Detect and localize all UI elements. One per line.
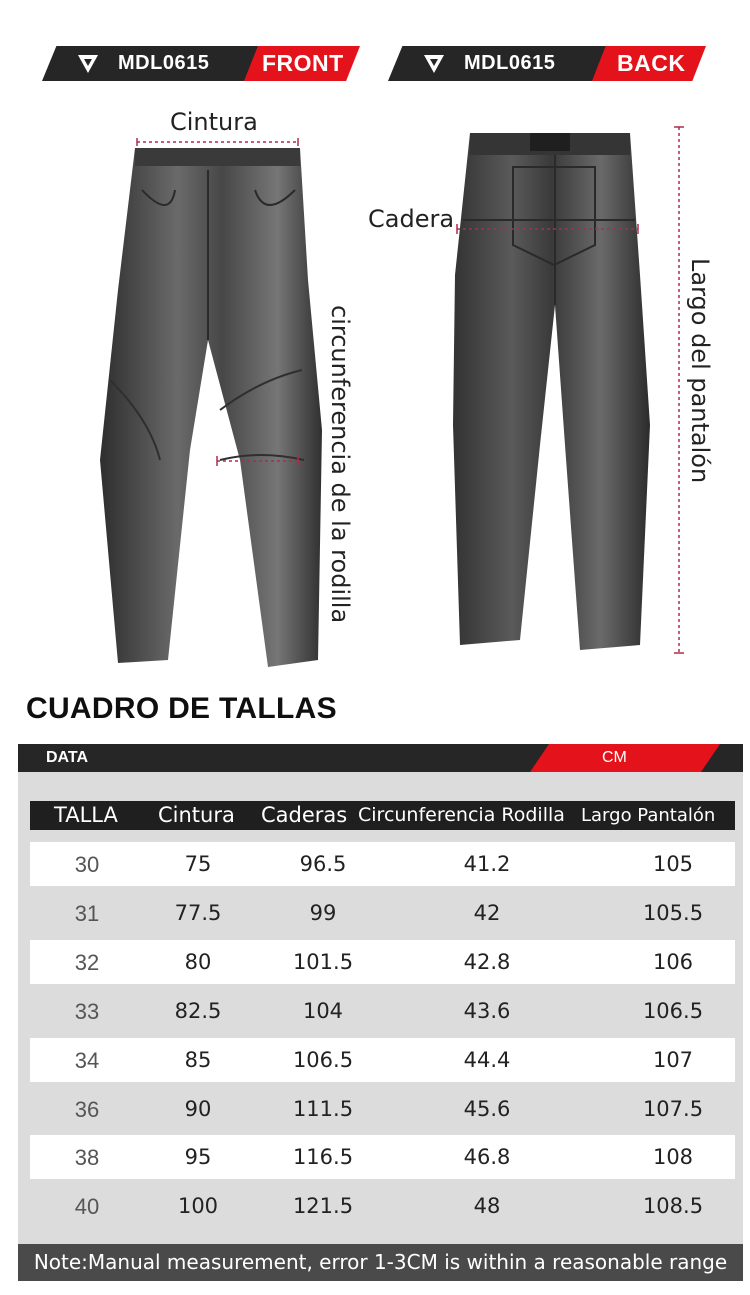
table-row bbox=[30, 989, 735, 1033]
value-cell: 116.5 bbox=[292, 1145, 354, 1170]
value-cell: 108 bbox=[652, 1145, 694, 1170]
value-cell: 44.4 bbox=[463, 1047, 511, 1072]
header-caderas: Caderas bbox=[261, 803, 348, 827]
value-cell: 101.5 bbox=[292, 949, 354, 974]
size-cell: 40 bbox=[74, 1194, 100, 1220]
value-cell: 121.5 bbox=[292, 1194, 354, 1219]
back-tag bbox=[388, 46, 706, 81]
header-talla: TALLA bbox=[54, 803, 118, 827]
header-cintura: Cintura bbox=[158, 803, 235, 827]
size-cell: 32 bbox=[74, 949, 100, 975]
length-label: Largo del pantalón bbox=[686, 258, 714, 484]
front-tag bbox=[42, 46, 360, 81]
note-bar bbox=[18, 1244, 743, 1281]
value-cell: 75 bbox=[184, 852, 212, 876]
value-cell: 42.8 bbox=[463, 949, 511, 974]
back-model-code: MDL0615 bbox=[464, 52, 556, 74]
table-row bbox=[30, 891, 735, 935]
value-cell: 108.5 bbox=[642, 1194, 704, 1219]
table-row bbox=[30, 1087, 735, 1131]
table-row bbox=[30, 1184, 735, 1228]
unit-label: CM bbox=[602, 749, 627, 766]
waist-label: Cintura bbox=[170, 108, 258, 136]
value-cell: 45.6 bbox=[463, 1096, 511, 1121]
value-cell: 106 bbox=[652, 949, 694, 974]
size-table-panel bbox=[18, 744, 743, 1281]
table-row bbox=[30, 1038, 735, 1082]
panel-data-label: DATA bbox=[46, 749, 89, 766]
value-cell: 95 bbox=[184, 1145, 212, 1170]
length-measure-line bbox=[673, 125, 685, 655]
value-cell: 48 bbox=[473, 1194, 501, 1219]
value-cell: 90 bbox=[184, 1096, 212, 1121]
value-cell: 99 bbox=[309, 900, 337, 925]
note-text: Note:Manual measurement, error 1-3CM is within a reasonable range bbox=[33, 1250, 728, 1274]
front-model-code: MDL0615 bbox=[118, 52, 210, 74]
value-cell: 42 bbox=[473, 900, 501, 925]
size-cell: 31 bbox=[74, 900, 100, 926]
size-cell: 38 bbox=[74, 1145, 100, 1171]
jeans-front-image bbox=[90, 130, 330, 675]
back-side-label: BACK bbox=[617, 50, 686, 76]
value-cell: 106.5 bbox=[642, 998, 704, 1023]
value-cell: 107.5 bbox=[642, 1096, 704, 1121]
hip-measure-line bbox=[455, 224, 640, 234]
value-cell: 111.5 bbox=[292, 1096, 354, 1121]
value-cell: 105.5 bbox=[642, 900, 704, 925]
waist-measure-line bbox=[135, 138, 300, 146]
hip-label: Cadera bbox=[368, 205, 455, 233]
size-cell: 30 bbox=[74, 852, 100, 877]
value-cell: 46.8 bbox=[463, 1145, 511, 1170]
header-largo: Largo Pantalón bbox=[581, 805, 716, 826]
knee-measure-line bbox=[215, 455, 300, 467]
panel-header bbox=[18, 744, 743, 772]
brand-logo-icon bbox=[76, 52, 100, 76]
table-row bbox=[30, 1135, 735, 1179]
value-cell: 107 bbox=[652, 1047, 694, 1072]
value-cell: 96.5 bbox=[299, 852, 347, 876]
value-cell: 43.6 bbox=[463, 998, 511, 1023]
table-header bbox=[30, 801, 735, 830]
value-cell: 85 bbox=[184, 1047, 212, 1072]
brand-logo-icon bbox=[422, 52, 446, 76]
value-cell: 100 bbox=[177, 1194, 219, 1219]
value-cell: 77.5 bbox=[174, 900, 222, 925]
knee-label: circunferencia de la rodilla bbox=[326, 305, 354, 624]
table-row bbox=[30, 842, 735, 886]
size-cell: 36 bbox=[74, 1096, 100, 1122]
value-cell: 80 bbox=[184, 949, 212, 974]
value-cell: 105 bbox=[652, 852, 694, 876]
size-cell: 34 bbox=[74, 1047, 100, 1073]
header-rodilla: Circunferencia Rodilla bbox=[358, 804, 565, 826]
size-cell: 33 bbox=[74, 998, 100, 1024]
value-cell: 106.5 bbox=[292, 1047, 354, 1072]
size-chart-title: CUADRO DE TALLAS bbox=[26, 692, 337, 725]
table-row bbox=[30, 940, 735, 984]
jeans-back-image bbox=[445, 125, 660, 655]
value-cell: 41.2 bbox=[463, 852, 511, 876]
value-cell: 82.5 bbox=[174, 998, 222, 1023]
front-side-label: FRONT bbox=[262, 50, 344, 76]
value-cell: 104 bbox=[302, 998, 344, 1023]
